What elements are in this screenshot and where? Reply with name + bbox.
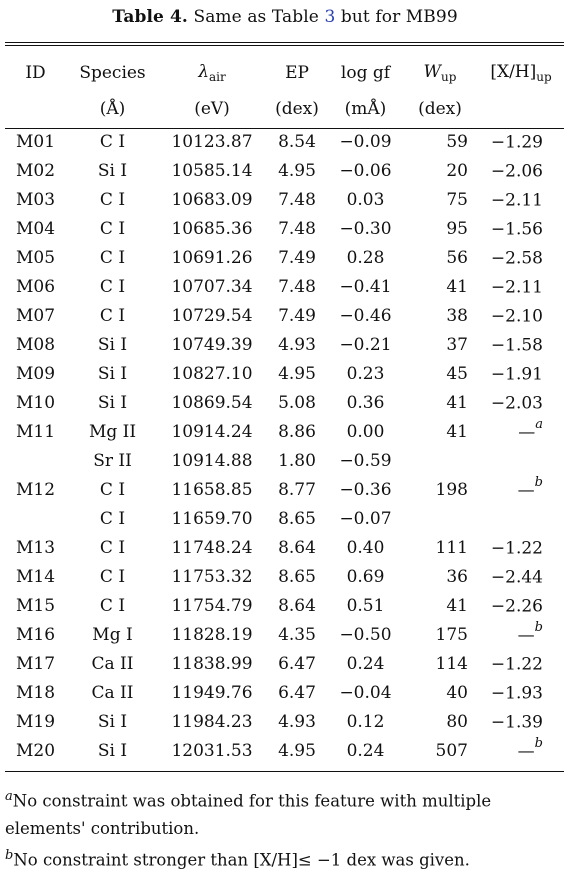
cell-xh: −1.93 [478, 678, 564, 707]
cell-ep: 4.93 [265, 330, 329, 359]
cell-species: Si I [66, 388, 159, 417]
cell-loggf: −0.59 [329, 446, 402, 475]
cell-loggf: 0.03 [329, 185, 402, 214]
table-row [5, 649, 564, 678]
cell-w: 59 [402, 127, 478, 156]
footnote-b [5, 842, 565, 873]
table-footnotes [5, 783, 565, 873]
cell-w: 95 [402, 214, 478, 243]
cell-xh: −2.58 [478, 243, 564, 272]
table-reference-link[interactable]: 3 [324, 7, 335, 27]
unit-w: (dex) [402, 90, 478, 127]
cell-loggf: −0.06 [329, 156, 402, 185]
table-body [5, 127, 564, 765]
cell-xh: −1.91 [478, 359, 564, 388]
table-row [5, 388, 564, 417]
cell-lambda: 11984.23 [159, 707, 265, 736]
cell-species: C I [66, 214, 159, 243]
cell-lambda: 10707.34 [159, 272, 265, 301]
cell-w: 45 [402, 359, 478, 388]
table-row [5, 678, 564, 707]
table-row [5, 475, 564, 504]
cell-w: 38 [402, 301, 478, 330]
footnote-a [5, 783, 565, 842]
cell-id: M12 [5, 475, 66, 504]
cell-loggf: −0.41 [329, 272, 402, 301]
cell-w: 41 [402, 417, 478, 446]
footnote-marker: a [535, 417, 543, 432]
cell-lambda: 10683.09 [159, 185, 265, 214]
cell-species: C I [66, 301, 159, 330]
cell-w: 36 [402, 562, 478, 591]
cell-species: Si I [66, 330, 159, 359]
cell-xh: −1.39 [478, 707, 564, 736]
cell-xh: −1.22 [478, 533, 564, 562]
table-row [5, 446, 564, 475]
cell-id: M18 [5, 678, 66, 707]
cell-xh: −1.56 [478, 214, 564, 243]
cell-lambda: 10914.88 [159, 446, 265, 475]
footnote-mark-a: a [5, 789, 13, 804]
cell-loggf: 0.23 [329, 359, 402, 388]
cell-xh: −2.11 [478, 272, 564, 301]
table-row [5, 533, 564, 562]
cell-ep: 4.95 [265, 736, 329, 765]
cell-ep: 6.47 [265, 678, 329, 707]
cell-id: M10 [5, 388, 66, 417]
cell-lambda: 10585.14 [159, 156, 265, 185]
cell-species: Si I [66, 707, 159, 736]
cell-loggf: −0.50 [329, 620, 402, 649]
cell-w [402, 446, 478, 475]
caption-suffix: but for MB99 [341, 7, 458, 27]
cell-id: M04 [5, 214, 66, 243]
cell-id: M14 [5, 562, 66, 591]
cell-ep: 8.65 [265, 504, 329, 533]
cell-species: C I [66, 185, 159, 214]
cell-loggf: −0.36 [329, 475, 402, 504]
cell-ep: 7.48 [265, 214, 329, 243]
units-row [5, 90, 564, 127]
cell-ep: 7.49 [265, 243, 329, 272]
cell-id: M01 [5, 127, 66, 156]
cell-w: 20 [402, 156, 478, 185]
cell-lambda: 10914.24 [159, 417, 265, 446]
cell-id: M17 [5, 649, 66, 678]
cell-ep: 8.64 [265, 533, 329, 562]
footnote-b-text: No constraint stronger than [X/H]≤ −1 dex was given. [13, 850, 470, 869]
cell-xh [478, 446, 564, 475]
cell-lambda: 11753.32 [159, 562, 265, 591]
cell-id: M13 [5, 533, 66, 562]
cell-ep: 4.95 [265, 359, 329, 388]
unit-loggf: (mÅ) [329, 90, 402, 127]
cell-lambda: 11949.76 [159, 678, 265, 707]
table-row [5, 272, 564, 301]
header-loggf: log gf [329, 55, 402, 90]
cell-w: 80 [402, 707, 478, 736]
footnote-marker: b [535, 475, 543, 490]
cell-loggf: 0.40 [329, 533, 402, 562]
cell-xh: −2.11 [478, 185, 564, 214]
cell-ep: 5.08 [265, 388, 329, 417]
cell-lambda: 10685.36 [159, 214, 265, 243]
cell-lambda: 12031.53 [159, 736, 265, 765]
cell-w: 41 [402, 591, 478, 620]
cell-species: C I [66, 243, 159, 272]
cell-w: 56 [402, 243, 478, 272]
cell-w: 507 [402, 736, 478, 765]
cell-loggf: 0.12 [329, 707, 402, 736]
cell-id [5, 446, 66, 475]
cell-w: 175 [402, 620, 478, 649]
table-row [5, 185, 564, 214]
cell-species: Si I [66, 736, 159, 765]
cell-ep: 6.47 [265, 649, 329, 678]
cell-w [402, 504, 478, 533]
table-row [5, 736, 564, 765]
cell-w: 114 [402, 649, 478, 678]
cell-id: M07 [5, 301, 66, 330]
cell-xh: −1.22 [478, 649, 564, 678]
cell-lambda: 10869.54 [159, 388, 265, 417]
table-row [5, 301, 564, 330]
cell-species: C I [66, 504, 159, 533]
table-row [5, 562, 564, 591]
cell-lambda: 10691.26 [159, 243, 265, 272]
cell-id: M02 [5, 156, 66, 185]
cell-id: M19 [5, 707, 66, 736]
cell-lambda: 11828.19 [159, 620, 265, 649]
cell-loggf: −0.21 [329, 330, 402, 359]
cell-loggf: 0.24 [329, 649, 402, 678]
cell-loggf: 0.51 [329, 591, 402, 620]
top-rule [5, 42, 564, 43]
cell-id: M16 [5, 620, 66, 649]
cell-loggf: 0.36 [329, 388, 402, 417]
cell-w: 37 [402, 330, 478, 359]
cell-ep: 8.64 [265, 591, 329, 620]
table-caption [0, 7, 570, 27]
footnote-a-text: No constraint was obtained for this feature with multiple elements' contribution. [5, 792, 491, 838]
cell-lambda: 11658.85 [159, 475, 265, 504]
table-row [5, 591, 564, 620]
cell-loggf: 0.69 [329, 562, 402, 591]
cell-id: M03 [5, 185, 66, 214]
cell-w: 75 [402, 185, 478, 214]
cell-xh: —$^b$ [478, 620, 564, 649]
cell-lambda: 11838.99 [159, 649, 265, 678]
unit-ep: (dex) [265, 90, 329, 127]
cell-lambda: 10749.39 [159, 330, 265, 359]
cell-ep: 4.95 [265, 156, 329, 185]
cell-lambda: 11659.70 [159, 504, 265, 533]
cell-w: 111 [402, 533, 478, 562]
cell-species: C I [66, 475, 159, 504]
cell-species: C I [66, 127, 159, 156]
bottom-rule [5, 771, 564, 772]
unit-species: (Å) [66, 90, 159, 127]
cell-w: 40 [402, 678, 478, 707]
cell-ep: 4.93 [265, 707, 329, 736]
table-row [5, 214, 564, 243]
unit-lambda: (eV) [159, 90, 265, 127]
cell-xh: −2.44 [478, 562, 564, 591]
cell-lambda: 10827.10 [159, 359, 265, 388]
cell-w: 41 [402, 272, 478, 301]
footnote-mark-b: b [5, 848, 13, 863]
cell-w: 41 [402, 388, 478, 417]
cell-ep: 4.35 [265, 620, 329, 649]
table-label: Table 4. [112, 7, 188, 27]
table-row [5, 707, 564, 736]
header-ep: EP [265, 55, 329, 90]
cell-id [5, 504, 66, 533]
cell-loggf: −0.30 [329, 214, 402, 243]
cell-xh: —$^b$ [478, 736, 564, 765]
cell-species: C I [66, 591, 159, 620]
cell-ep: 8.65 [265, 562, 329, 591]
cell-ep: 7.48 [265, 185, 329, 214]
table-row [5, 620, 564, 649]
cell-species: Sr II [66, 446, 159, 475]
cell-xh: −2.10 [478, 301, 564, 330]
cell-loggf: 0.28 [329, 243, 402, 272]
cell-xh [478, 504, 564, 533]
table-header [5, 55, 564, 127]
cell-loggf: −0.04 [329, 678, 402, 707]
cell-id: M08 [5, 330, 66, 359]
cell-species: Mg II [66, 417, 159, 446]
cell-species: Si I [66, 156, 159, 185]
header-lambda: $\lambda_{air}$ [159, 55, 265, 90]
cell-loggf: −0.46 [329, 301, 402, 330]
header-id: ID [5, 55, 66, 90]
cell-loggf: −0.09 [329, 127, 402, 156]
cell-id: M15 [5, 591, 66, 620]
cell-w: 198 [402, 475, 478, 504]
cell-ep: 8.77 [265, 475, 329, 504]
unit-xh [478, 90, 564, 127]
cell-xh: —$^a$ [478, 417, 564, 446]
unit-id [5, 90, 66, 127]
cell-species: C I [66, 272, 159, 301]
header-row [5, 55, 564, 90]
cell-lambda: 10123.87 [159, 127, 265, 156]
line-list-table [5, 55, 564, 765]
cell-ep: 1.80 [265, 446, 329, 475]
cell-xh: −2.03 [478, 388, 564, 417]
footnote-marker: b [535, 736, 543, 751]
table-row [5, 330, 564, 359]
table-row [5, 156, 564, 185]
cell-id: M06 [5, 272, 66, 301]
cell-species: Mg I [66, 620, 159, 649]
cell-id: M11 [5, 417, 66, 446]
table-row [5, 359, 564, 388]
caption-prefix: Same as Table [193, 7, 318, 27]
table-row [5, 504, 564, 533]
cell-lambda: 10729.54 [159, 301, 265, 330]
cell-lambda: 11748.24 [159, 533, 265, 562]
header-xh: $[X/H]_{up}$ [478, 55, 564, 90]
cell-ep: 7.49 [265, 301, 329, 330]
table-row [5, 417, 564, 446]
cell-id: M20 [5, 736, 66, 765]
cell-id: M05 [5, 243, 66, 272]
cell-xh: −2.06 [478, 156, 564, 185]
cell-ep: 8.86 [265, 417, 329, 446]
cell-loggf: 0.00 [329, 417, 402, 446]
cell-lambda: 11754.79 [159, 591, 265, 620]
table-row [5, 127, 564, 156]
cell-loggf: −0.07 [329, 504, 402, 533]
cell-species: C I [66, 533, 159, 562]
cell-species: C I [66, 562, 159, 591]
cell-ep: 8.54 [265, 127, 329, 156]
cell-species: Si I [66, 359, 159, 388]
cell-xh: −1.29 [478, 127, 564, 156]
cell-id: M09 [5, 359, 66, 388]
footnote-marker: b [535, 620, 543, 635]
table-row [5, 243, 564, 272]
header-w: $W_{up}$ [402, 55, 478, 90]
cell-species: Ca II [66, 678, 159, 707]
cell-xh: −1.58 [478, 330, 564, 359]
cell-species: Ca II [66, 649, 159, 678]
cell-ep: 7.48 [265, 272, 329, 301]
cell-xh: −2.26 [478, 591, 564, 620]
cell-loggf: 0.24 [329, 736, 402, 765]
cell-xh: —$^b$ [478, 475, 564, 504]
top-rule-double [5, 45, 564, 46]
header-species: Species [66, 55, 159, 90]
